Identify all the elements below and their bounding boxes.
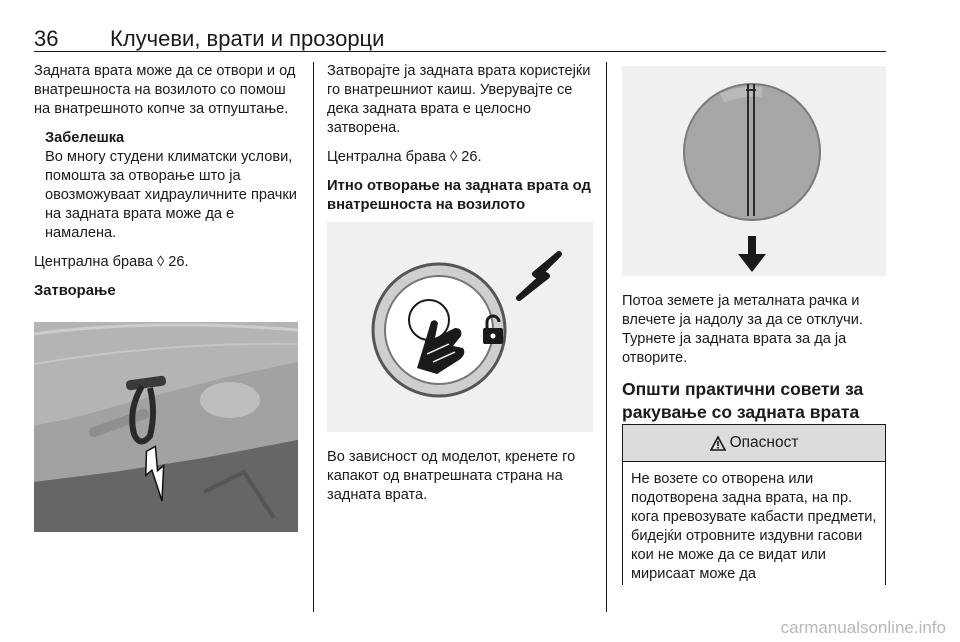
- metal-handle-drawing: [622, 66, 886, 276]
- page-number: 36: [34, 26, 59, 51]
- cover-instruction: Во зависност од моделот, кренете го капакот од внатрешната страна на задната врата.: [327, 449, 576, 503]
- note-title: Забелешка: [45, 130, 125, 146]
- handle-instruction: Потоа земете ја металната рачка и влечете ја надолу за да се отклучи. Турнете ја задната врата за да ја отворите.: [622, 293, 863, 366]
- warning-title: Опасност: [729, 434, 799, 451]
- header-rule: [34, 51, 886, 52]
- release-cover-drawing: [327, 222, 593, 432]
- column-2-lower: [327, 448, 599, 515]
- section-heading-emergency: Итно отворање на задната врата од внатрешноста на возилото: [327, 178, 591, 213]
- warning-text: Не возете со отворена или подотворена задна врата, на пр. кога превозувате кабасти предмети, бидејќи отровните издувни гасови кои не може да се видат или мирисаат може да: [631, 471, 877, 582]
- danger-warning-box: [622, 424, 886, 585]
- cross-reference-2: Централна брава ◊ 26.: [327, 149, 482, 165]
- closing-instruction: Затворајте ја задната врата користејќи го внатрешниот каиш. Уверувајте се дека задната врата е целосно затворена.: [327, 63, 591, 136]
- watermark: carmanualsonline.info: [780, 618, 946, 637]
- page-title: Клучеви, врати и прозорци: [110, 26, 385, 51]
- warning-header: [623, 425, 885, 462]
- metal-handle-illustration: [622, 66, 886, 276]
- note-block: [45, 129, 300, 243]
- down-arrow-icon: [738, 236, 766, 272]
- intro-paragraph: Задната врата може да се отвори и од внатрешноста на возилото со помош на внатрешното копче за отпуштање.: [34, 63, 296, 117]
- column-divider-2: [606, 62, 607, 612]
- tailgate-strap-illustration: [34, 322, 298, 532]
- warning-triangle-icon: [710, 436, 726, 451]
- section-heading-closing: Затворање: [34, 283, 116, 299]
- column-3: [622, 292, 888, 434]
- release-cover-illustration: [327, 222, 593, 432]
- page-header: [34, 26, 886, 52]
- section-heading-tips: Општи практични совети за ракување со задната врата: [622, 379, 864, 422]
- cross-reference: Централна брава ◊ 26.: [34, 254, 189, 270]
- tailgate-strap-drawing: [34, 322, 298, 532]
- column-1: [34, 62, 300, 311]
- note-text: Во многу студени климатски услови, помошта за отворање што ја овозможуваат хидрауличните прачки на задната врата може да е намалена.: [45, 149, 297, 241]
- column-2: [327, 62, 599, 225]
- column-divider-1: [313, 62, 314, 612]
